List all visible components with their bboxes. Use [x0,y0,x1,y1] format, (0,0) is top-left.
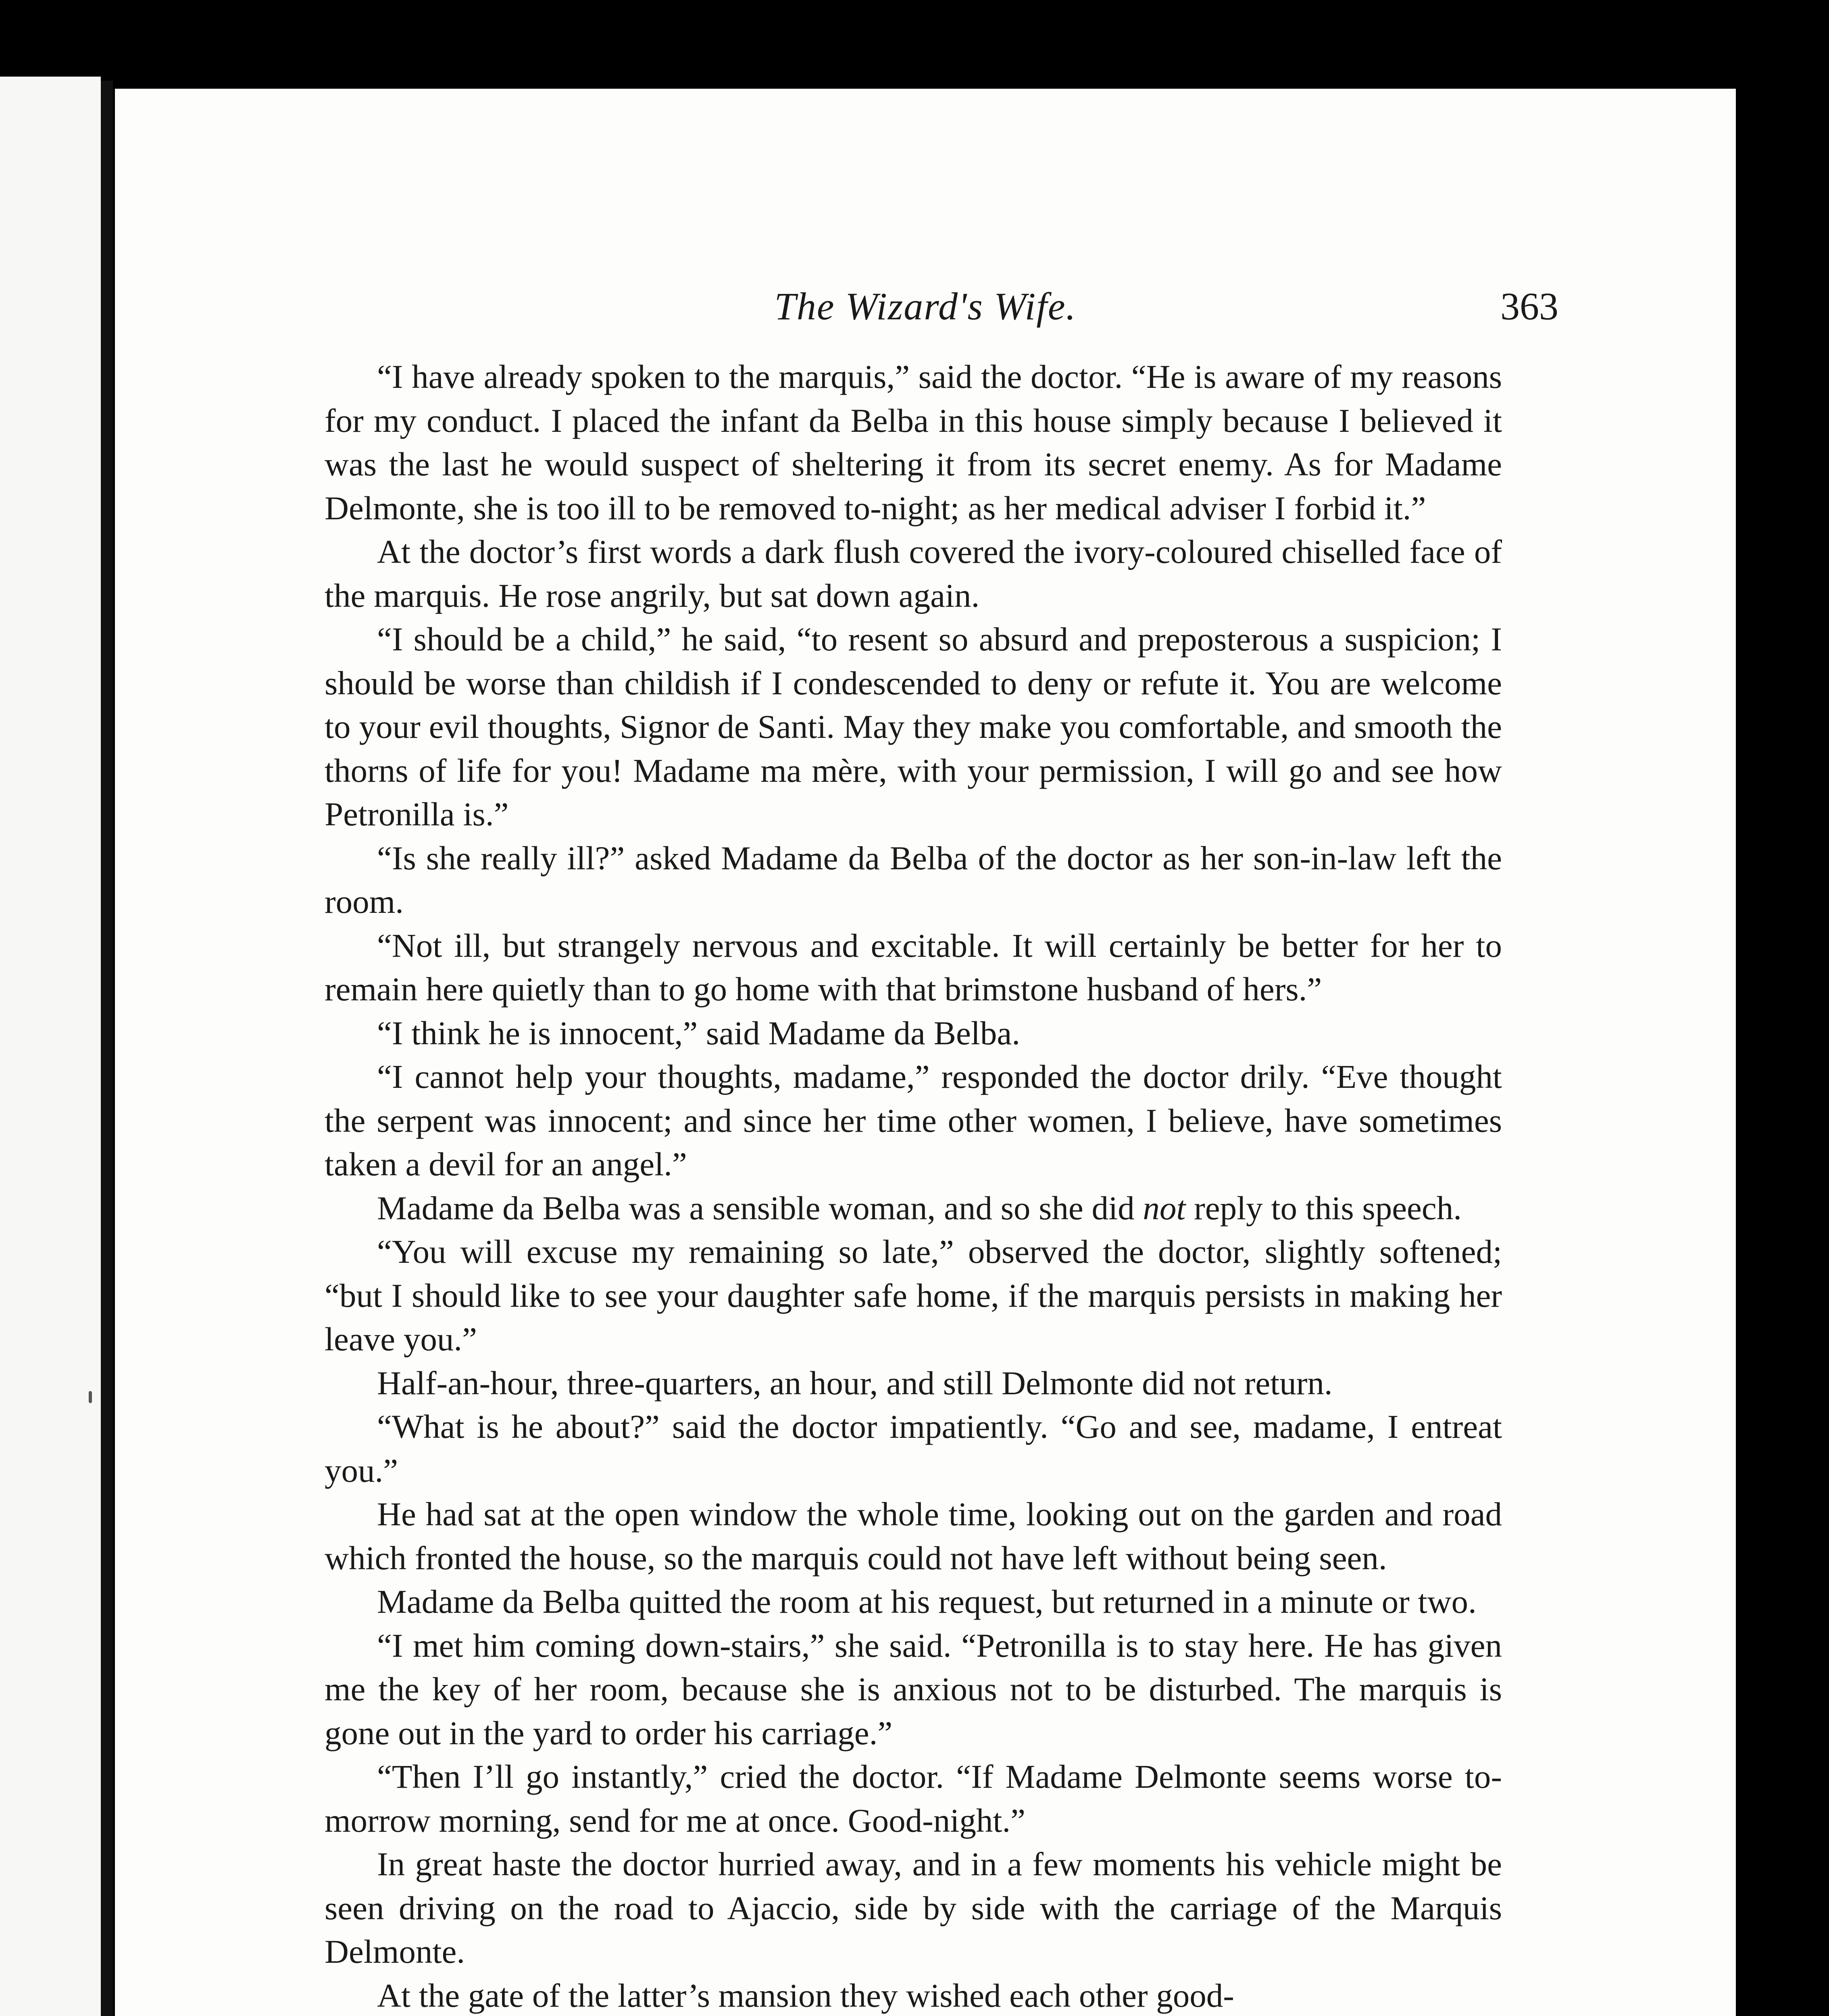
book-gutter [101,81,113,2016]
running-title: The Wizard's Wife. [774,285,1077,328]
paragraph: “I should be a child,” he said, “to resent so absurd and preposterous a suspicion; I should be worse than childish if I condescended to deny or refute it. You are welcome to your evil thoughts, Signor de Santi. May they make you comfortable, and smooth the thorns of life for you! Madame ma mère, with your permission, I will go and see how Petronilla is.” [325,621,1502,833]
paragraph: “What is he about?” said the doctor impatiently. “Go and see, madame, I entreat you.” [325,1408,1502,1489]
page-number: 363 [1500,285,1558,328]
paragraph: “I think he is innocent,” said Madame da Belba. [377,1014,1020,1052]
paragraph: Madame da Belba quitted the room at his request, but returned in a minute or two. [377,1583,1477,1620]
paragraph: He had sat at the open window the whole time, looking out on the garden and road which fronted the house, so the marquis could not have left without being seen. [325,1495,1502,1577]
paragraph: At the doctor’s first words a dark flush covered the ivory-coloured chiselled face of the marquis. He rose angrily, but sat down again. [325,533,1502,614]
book-page [115,89,1736,2016]
paragraph: At the gate of the latter’s mansion they wished each other good- [377,1976,1234,2014]
paragraph: “Not ill, but strangely nervous and excitable. It will certainly be better for her to remain here quietly than to go home with that brimstone husband of hers.” [325,927,1502,1008]
paragraph-text: Madame da Belba was a sensible woman, and so she did [377,1189,1143,1227]
emphasized-word: not [1143,1189,1186,1227]
paragraph: In great haste the doctor hurried away, and in a few moments his vehicle might be seen driving on the road to Ajaccio, side by side with the carriage of the Marquis Delmonte. [325,1845,1502,1970]
paragraph-text: reply to this speech. [1185,1189,1462,1227]
body-text [325,355,1502,2016]
paragraph: “I have already spoken to the marquis,” said the doctor. “He is aware of my reasons for my conduct. I placed the infant da Belba in this house simply because I believed it was the last he would suspect of sheltering it from its secret enemy. As for Madame Delmonte, she is too ill to be removed to-night; as her medical adviser I forbid it.” [325,358,1502,527]
paragraph: “Is she really ill?” asked Madame da Belba of the doctor as her son-in-law left the room. [325,839,1502,920]
running-head [115,278,1736,335]
paragraph: “I met him coming down-stairs,” she said. “Petronilla is to stay here. He has given me the key of her room, because she is anxious not to be disturbed. The marquis is gone out in the yard to order his carriage.” [325,1627,1502,1752]
paragraph: “You will excuse my remaining so late,” observed the doctor, slightly softened; “but I should like to see your daughter safe home, if the marquis persists in making her leave you.” [325,1233,1502,1358]
paragraph: “I cannot help your thoughts, madame,” responded the doctor drily. “Eve thought the serpent was innocent; and since her time other women, I believe, have sometimes taken a devil for an angel.” [325,1058,1502,1183]
previous-page-edge [0,77,101,2016]
paragraph [325,1186,1502,1230]
paragraph: Half-an-hour, three-quarters, an hour, and still Delmonte did not return. [377,1364,1333,1402]
margin-mark [89,1391,92,1403]
paragraph: “Then I’ll go instantly,” cried the doctor. “If Madame Delmonte seems worse to-morrow morning, send for me at once. Good-night.” [325,1758,1502,1839]
